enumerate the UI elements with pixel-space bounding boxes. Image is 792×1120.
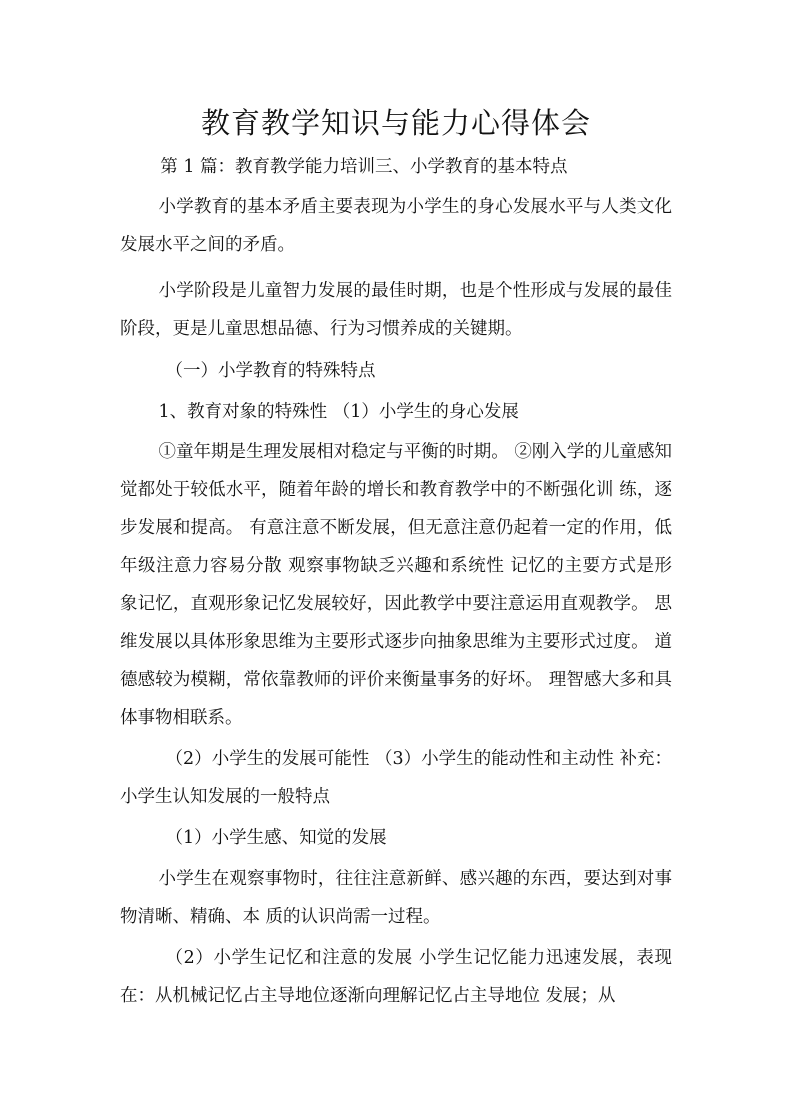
body-paragraph: （2）小学生的发展可能性 （3）小学生的能动性和主动性 补充：小学生认知发展的一般特点	[120, 749, 672, 807]
document-title: 教育教学知识与能力心得体会	[200, 106, 591, 140]
body-paragraph: 小学阶段是儿童智力发展的最佳时期，也是个性形成与发展的最佳阶段，更是儿童思想品德、行为习惯养成的关键期。	[120, 281, 672, 339]
section-heading: 第 1 篇：教育教学能力培训三、小学教育的基本特点	[160, 157, 568, 177]
subsection-heading: （一）小学教育的特殊特点	[165, 361, 376, 381]
subsection-heading: 1、教育对象的特殊性 （1）小学生的身心发展	[158, 402, 519, 422]
body-paragraph: 小学生在观察事物时，往往注意新鲜、感兴趣的东西，要达到对事物清晰、精确、本 质的认识尚需一过程。	[120, 869, 672, 927]
subsection-heading: （1）小学生感、知觉的发展	[165, 828, 387, 848]
body-paragraph: 小学教育的基本矛盾主要表现为小学生的身心发展水平与人类文化发展水平之间的矛盾。	[120, 197, 672, 255]
body-paragraph: ①童年期是生理发展相对稳定与平衡的时期。 ②刚入学的儿童感知觉都处于较低水平，随着年龄的增长和教育教学中的不断强化训 练，逐步发展和提高。 有意注意不断发展，但无意注意仍起着一定的作用，低年级注意力容易分散 观察事物缺乏兴趣和系统性 记忆的主要方式是形象记忆，直观形象记忆发展较好，因此教学中要注意运用直观教学。 思维发展以具体形象思维为主要形式逐步向抽象思维为主要形式过度。 道德感较为模糊，常依靠教师的评价来衡量事务的好坏。 理智感大多和具体事物相联系。	[120, 442, 672, 728]
document-body	[120, 148, 672, 1015]
body-paragraph: （2）小学生记忆和注意的发展 小学生记忆能力迅速发展，表现在：从机械记忆占主导地位逐渐向理解记忆占主导地位 发展；从	[120, 948, 672, 1006]
